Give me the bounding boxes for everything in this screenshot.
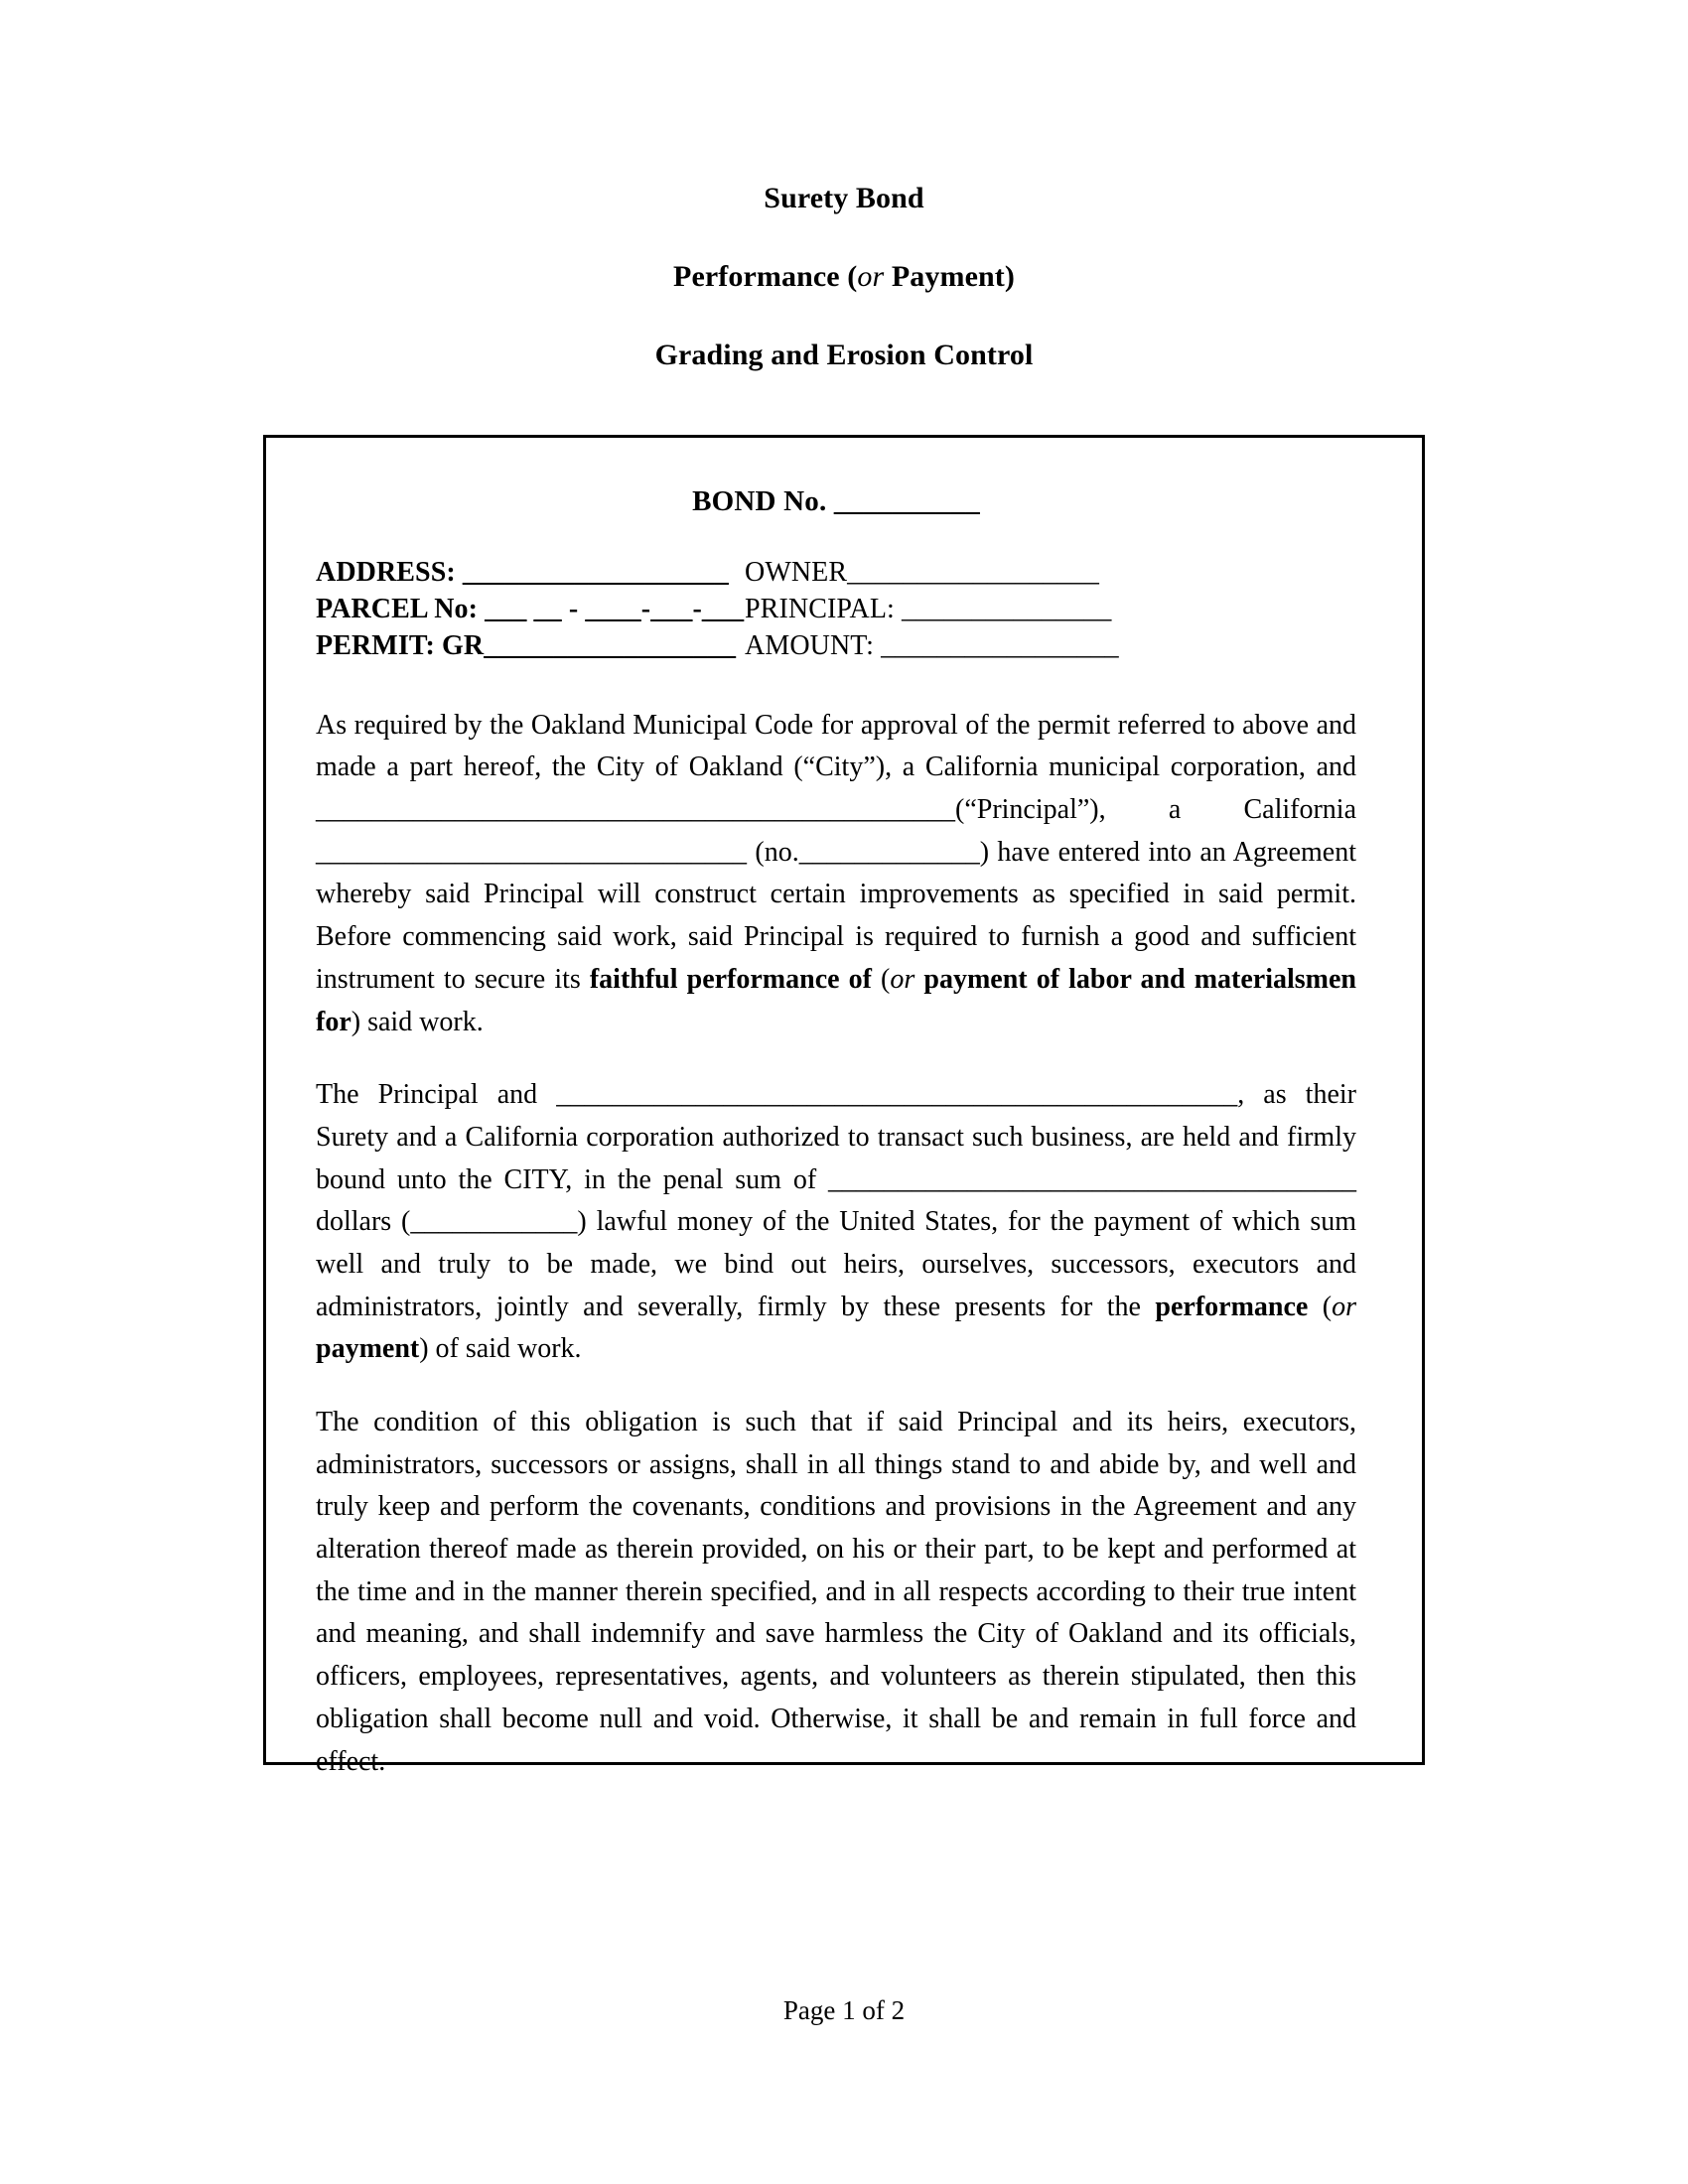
p1-part1: As required by the Oakland Municipal Code for approval of the permit referred to above and made a part hereof, the City of Oakland (“City”), a California municipal corporation, and bbox=[316, 709, 1356, 783]
page-footer bbox=[0, 1995, 1688, 2026]
bond-number-label: BOND No. bbox=[692, 485, 827, 517]
p1-principal-name-blank[interactable]: ______________________________________________ bbox=[316, 794, 955, 826]
bond-number-line bbox=[316, 485, 1356, 518]
page-number-label: Page 1 of 2 bbox=[782, 1995, 906, 2025]
field-address bbox=[316, 554, 745, 591]
bond-content-box bbox=[263, 435, 1425, 1777]
p2-bold-performance: performance bbox=[1155, 1291, 1309, 1322]
bond-fields bbox=[316, 554, 1356, 665]
p2-part3: dollars ( bbox=[316, 1206, 411, 1238]
p1-entity-type-blank[interactable]: _______________________________ bbox=[316, 836, 747, 868]
paragraph-recitals bbox=[316, 705, 1356, 1044]
field-owner-blank[interactable]: __________________ bbox=[847, 557, 1099, 588]
p2-surety-name-blank[interactable]: _________________________________________________ bbox=[556, 1079, 1238, 1111]
field-owner-label: OWNER bbox=[745, 557, 848, 588]
p1-bold-payment-of-labor: payment of labor and materialsmen for bbox=[316, 963, 1356, 1037]
p2-bold-payment: payment bbox=[316, 1333, 420, 1365]
subtitle-italic-or: or bbox=[857, 260, 885, 293]
subtitle-pre: Performance ( bbox=[673, 260, 858, 293]
p2-part2: , as their Surety and a California corporation authorized to transact such business, are held and firmly bound unto the CITY, in the penal sum of bbox=[316, 1079, 1356, 1195]
p2-italic-or: or bbox=[1332, 1291, 1357, 1322]
paragraph-penal-sum bbox=[316, 1074, 1356, 1371]
field-permit-label: PERMIT: GR bbox=[316, 630, 485, 662]
field-principal-blank[interactable]: _______________ bbox=[894, 594, 1112, 625]
field-amount-label: AMOUNT: bbox=[745, 630, 874, 662]
p2-penal-sum-figures-blank[interactable]: ____________ bbox=[410, 1206, 578, 1238]
field-address-blank[interactable]: ___________________ bbox=[455, 557, 729, 588]
p2-part5: ( bbox=[1308, 1291, 1333, 1322]
document-subtitle-performance bbox=[263, 262, 1425, 292]
paragraph-condition: The condition of this obligation is such that if said Principal and its heirs, executors, administrators, successors or assigns, shall in all things stand to and abide by, and well and truly keep and perform the covenants, conditions and provisions in the Agreement and any alteration thereof made as therein provided, on his or their part, to be kept and performed at the time and in the manner therein specified, and in all respects according to their true intent and meaning, and shall indemnify and save harmless the City of Oakland and its officials, officers, employees, representatives, agents, and volunteers as therein stipulated, then this obligation shall become null and void. Otherwise, it shall be and remain in full force and effect. bbox=[316, 1407, 1356, 1777]
field-row-address-owner bbox=[316, 554, 1356, 591]
field-parcel-no bbox=[316, 591, 745, 627]
p1-bold-faithful-performance: faithful performance of bbox=[589, 963, 872, 995]
p1-part2: (“Principal”), a California bbox=[955, 794, 1356, 826]
bond-box-inner bbox=[316, 438, 1356, 1783]
field-permit-blank[interactable]: __________________ bbox=[484, 630, 737, 662]
p1-entity-number-blank[interactable]: _____________ bbox=[798, 836, 980, 868]
page-title: Surety Bond bbox=[764, 182, 924, 214]
subtitle-post: Payment) bbox=[884, 260, 1015, 293]
p1-part3: (no. bbox=[747, 836, 799, 868]
field-address-label: ADDRESS: bbox=[316, 557, 456, 588]
field-principal-label: PRINCIPAL: bbox=[745, 594, 895, 625]
p1-part7: ) said work. bbox=[351, 1006, 484, 1037]
field-parcel-no-blank[interactable]: ___ __ - ____-___-___ bbox=[478, 594, 745, 625]
field-parcel-no-label: PARCEL No: bbox=[316, 594, 479, 625]
field-permit bbox=[316, 627, 745, 664]
field-principal bbox=[745, 591, 1356, 627]
p2-penal-sum-words-blank[interactable]: ______________________________________ bbox=[828, 1163, 1356, 1195]
p2-part7: ) of said work. bbox=[419, 1333, 582, 1365]
document-title-block bbox=[263, 184, 1425, 370]
field-amount-blank[interactable]: _________________ bbox=[873, 630, 1119, 662]
document-subtitle-grading: Grading and Erosion Control bbox=[654, 339, 1034, 371]
bond-number-blank[interactable]: __________ bbox=[833, 485, 980, 517]
p2-part1: The Principal and bbox=[316, 1079, 557, 1111]
bond-body-text bbox=[316, 705, 1356, 1784]
p1-italic-or: or bbox=[890, 963, 915, 995]
p2-part4: ) lawful money of the United States, for the payment of which sum well and truly to be made, we bind out heirs, ourselves, successors, executors and administrators, jointly and severally, firmly by these presents for the bbox=[316, 1206, 1356, 1322]
p1-part4: ) have entered into an Agreement whereby said Principal will construct certain improvements as specified in said permit. Before commencing said work, said Principal is required to furnish a good and sufficient instrument to secure its bbox=[316, 836, 1356, 995]
field-row-parcel-principal bbox=[316, 591, 1356, 627]
field-owner bbox=[745, 554, 1356, 591]
field-row-permit-amount bbox=[316, 627, 1356, 664]
p1-part5: ( bbox=[871, 963, 891, 995]
field-amount bbox=[745, 627, 1356, 664]
